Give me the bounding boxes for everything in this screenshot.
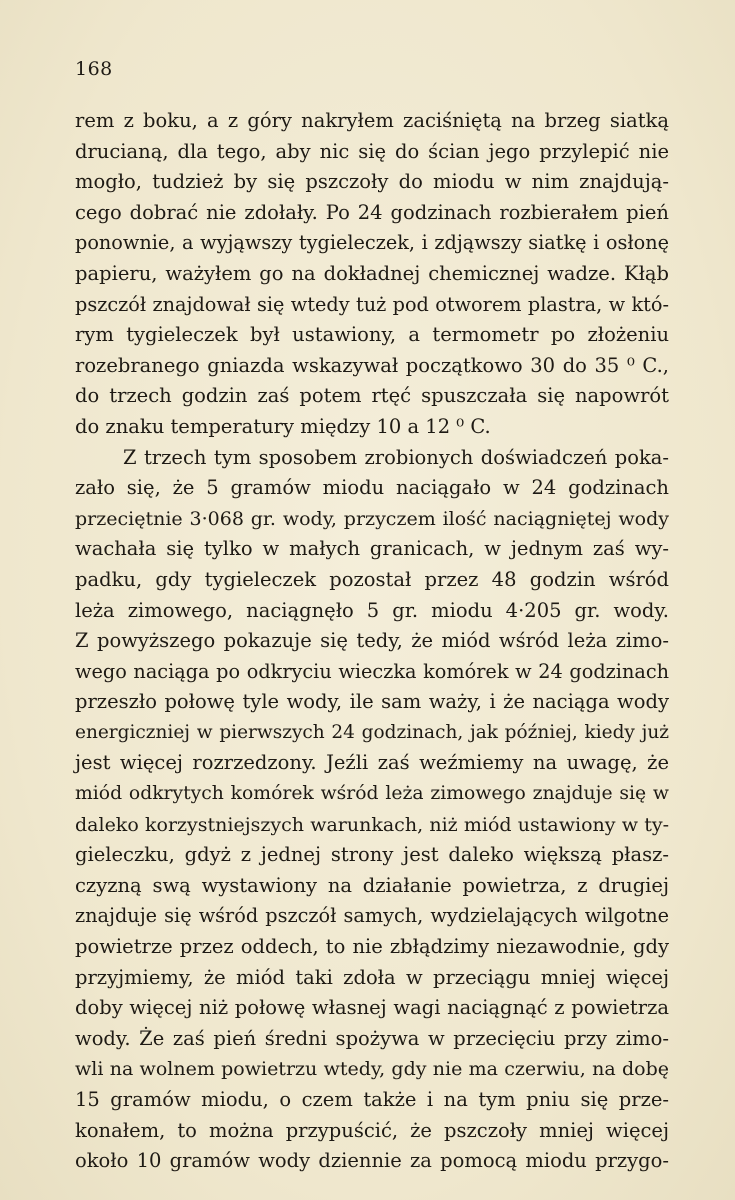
text-line: drucianą, dla tego, aby nic się do ścian jego przylepić nie [75, 139, 669, 163]
text-line: daleko korzystniejszych warunkach, niż miód ustawiony w ty- [75, 813, 669, 836]
text-line: przyjmiemy, że miód taki zdoła w przeciągu mniej więcej [75, 965, 669, 989]
text-line: Z trzech tym sposobem zrobionych doświadczeń poka- [123, 445, 669, 469]
text-line: cego dobrać nie zdołały. Po 24 godzinach rozbierałem pień [75, 200, 669, 224]
text-line: do znaku temperatury między 10 a 12 ⁰ C. [75, 414, 491, 438]
text-line: wody. Że zaś pień średni spożywa w przecięciu przy zimo- [75, 1026, 669, 1050]
text-line: leża zimowego, naciągnęło 5 gr. miodu 4·205 gr. wody. [75, 598, 669, 622]
text-line: wego naciąga po odkryciu wieczka komórek w 24 godzinach [75, 659, 669, 683]
text-line: konałem, to można przypuścić, że pszczoły mniej więcej [75, 1118, 669, 1142]
text-line: około 10 gramów wody dziennie za pomocą miodu przygo- [75, 1149, 669, 1173]
text-line: gieleczku, gdyż z jednej strony jest daleko większą płasz- [75, 843, 669, 867]
text-line: przeszło połowę tyle wody, ile sam waży, i że naciąga wody [75, 690, 669, 714]
text-line: zało się, że 5 gramów miodu naciągało w 24 godzinach [75, 476, 669, 500]
text-line: doby więcej niż połowę własnej wagi naciągnąć z powietrza [75, 996, 669, 1020]
text-line: wachała się tylko w małych granicach, w jednym zaś wy- [75, 537, 669, 561]
text-line: padku, gdy tygieleczek pozostał przez 48 godzin wśród [75, 567, 669, 591]
text-line: pszczół znajdował się wtedy tuż pod otworem plastra, w któ- [75, 292, 669, 316]
text-line: rozebranego gniazda wskazywał początkowo 30 do 35 ⁰ C., [75, 353, 669, 377]
text-line: 15 gramów miodu, o czem także i na tym pniu się prze- [75, 1088, 669, 1111]
text-line: czyzną swą wystawiony na działanie powietrza, z drugiej [75, 873, 669, 897]
text-line: Z powyższego pokazuje się tedy, że miód wśród leża zimo- [75, 629, 669, 653]
text-line: znajduje się wśród pszczół samych, wydzielających wilgotne [75, 904, 669, 928]
text-line: powietrze przez oddech, to nie zbłądzimy niezawodnie, gdy [75, 935, 669, 959]
text-line: papieru, ważyłem go na dokładnej chemicznej wadze. Kłąb [75, 261, 669, 285]
text-line: energiczniej w pierwszych 24 godzinach, jak później, kiedy już [75, 721, 669, 743]
page-number: 168 [75, 58, 113, 80]
text-line: rym tygieleczek był ustawiony, a termometr po złożeniu [75, 323, 669, 347]
body-text [75, 106, 669, 1177]
text-line: do trzech godzin zaś potem rtęć spuszczała się napowrót [75, 384, 669, 408]
text-line: mogło, tudzież by się pszczoły do miodu w nim znajdują- [75, 170, 669, 194]
text-line: miód odkrytych komórek wśród leża zimowego znajduje się w [75, 783, 669, 805]
text-line: rem z boku, a z góry nakryłem zaciśniętą na brzeg siatką [75, 109, 669, 132]
text-line: jest więcej rozrzedzony. Jeźli zaś weźmiemy na uwagę, że [75, 751, 669, 775]
text-line: wli na wolnem powietrzu wtedy, gdy nie ma czerwiu, na dobę [75, 1058, 669, 1081]
text-line: przeciętnie 3·068 gr. wody, przyczem ilość naciągniętej wody [75, 507, 669, 530]
text-line: ponownie, a wyjąwszy tygieleczek, i zdjąwszy siatkę i osłonę [75, 231, 669, 255]
